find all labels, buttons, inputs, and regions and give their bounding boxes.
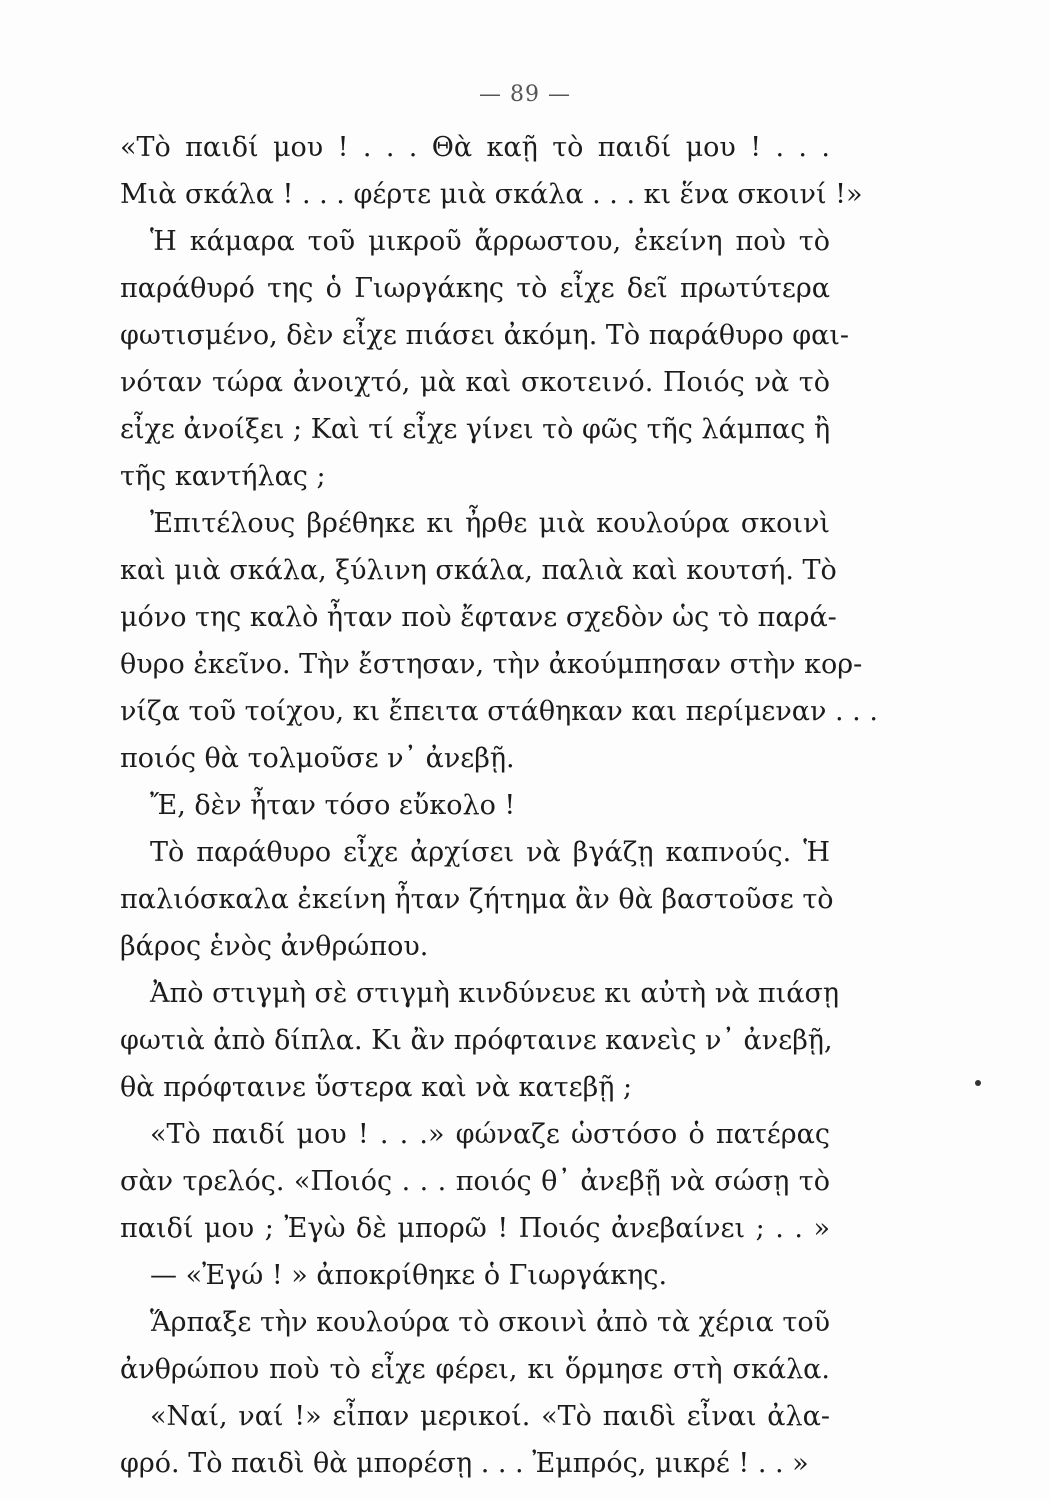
text-line: τῆς καντήλας ;	[120, 461, 326, 492]
page-number: — 89 —	[479, 82, 571, 107]
text-line: θυρο ἐκεῖνο. Τὴν ἔστησαν, τὴν ἀκούμπησαν στὴν κορ-	[120, 649, 863, 680]
text-line: παλιόσκαλα ἐκείνη ἦταν ζήτημα ἂν θὰ βαστοῦσε τὸ	[120, 884, 834, 915]
text-line: σὰν τρελός. «Ποιός . . . ποιός θ᾿ ἀνεβῇ νὰ σώσῃ τὸ	[120, 1166, 830, 1197]
text-line: καὶ μιὰ σκάλα, ξύλινη σκάλα, παλιὰ καὶ κουτσή. Τὸ	[120, 555, 837, 586]
text-line: φωτισμένο, δὲν εἶχε πιάσει ἀκόμη. Τὸ παράθυρο φαι-	[120, 320, 850, 351]
text-line: «Ναί, ναί !» εἶπαν μερικοί. «Τὸ παιδὶ εἶναι ἀλα-	[150, 1401, 830, 1432]
text-line: παράθυρό της ὁ Γιωργάκης τὸ εἶχε δεῖ πρωτύτερα	[120, 273, 830, 304]
text-line: ποιός θὰ τολμοῦσε ν᾿ ἀνεβῇ.	[120, 743, 515, 774]
text-line: «Τὸ παιδί μου ! . . .» φώναζε ὡστόσο ὁ πατέρας	[150, 1119, 830, 1150]
text-line: νίζα τοῦ τοίχου, κι ἔπειτα στάθηκαν και περίμεναν . . .	[120, 696, 878, 727]
text-line: ἀνθρώπου ποὺ τὸ εἶχε φέρει, κι ὅρμησε στὴ σκάλα.	[120, 1354, 830, 1385]
text-line: — «Ἐγώ ! » ἀποκρίθηκε ὁ Γιωργάκης.	[150, 1260, 668, 1291]
text-line: Μιὰ σκάλα ! . . . φέρτε μιὰ σκάλα . . . κι ἕνα σκοινί !»	[120, 179, 863, 210]
print-speck	[975, 1080, 981, 1086]
text-line: Ἅρπαξε τὴν κουλούρα τὸ σκοινὶ ἀπὸ τὰ χέρια τοῦ	[150, 1307, 830, 1338]
text-line: παιδί μου ; Ἐγὼ δὲ μπορῶ ! Ποιός ἀνεβαίνει ; . . »	[120, 1213, 830, 1244]
text-line: Ἔ, δὲν ἦταν τόσο εὔκολο !	[150, 790, 516, 821]
text-line: θὰ πρόφταινε ὕστερα καὶ νὰ κατεβῇ ;	[120, 1072, 633, 1103]
text-line: Ἀπὸ στιγμὴ σὲ στιγμὴ κινδύνευε κι αὐτὴ νὰ πιάσῃ	[150, 978, 840, 1009]
text-line: εἶχε ἀνοίξει ; Καὶ τί εἶχε γίνει τὸ φῶς τῆς λάμπας ἢ	[120, 414, 831, 445]
text-line: νόταν τώρα ἀνοιχτό, μὰ καὶ σκοτεινό. Ποιός νὰ τὸ	[120, 367, 830, 398]
text-line: μόνο της καλὸ ἦταν ποὺ ἔφτανε σχεδὸν ὡς τὸ παρά-	[120, 602, 837, 633]
text-line: Ἡ κάμαρα τοῦ μικροῦ ἄρρωστου, ἐκείνη ποὺ τὸ	[150, 226, 830, 257]
text-line: «Τὸ παιδί μου ! . . . Θὰ καῇ τὸ παιδί μου ! . . .	[120, 132, 830, 163]
text-line: φρό. Τὸ παιδὶ θὰ μπορέσῃ . . . Ἐμπρός, μικρέ ! . . »	[120, 1448, 809, 1479]
text-line: Ἐπιτέλους βρέθηκε κι ἦρθε μιὰ κουλούρα σκοινὶ	[150, 508, 830, 539]
text-line: φωτιὰ ἀπὸ δίπλα. Κι ἂν πρόφταινε κανεὶς ν᾿ ἀνεβῇ,	[120, 1025, 833, 1056]
text-line: Τὸ παράθυρο εἶχε ἀρχίσει νὰ βγάζῃ καπνούς. Ἡ	[150, 837, 830, 868]
text-line: βάρος ἑνὸς ἀνθρώπου.	[120, 931, 429, 962]
